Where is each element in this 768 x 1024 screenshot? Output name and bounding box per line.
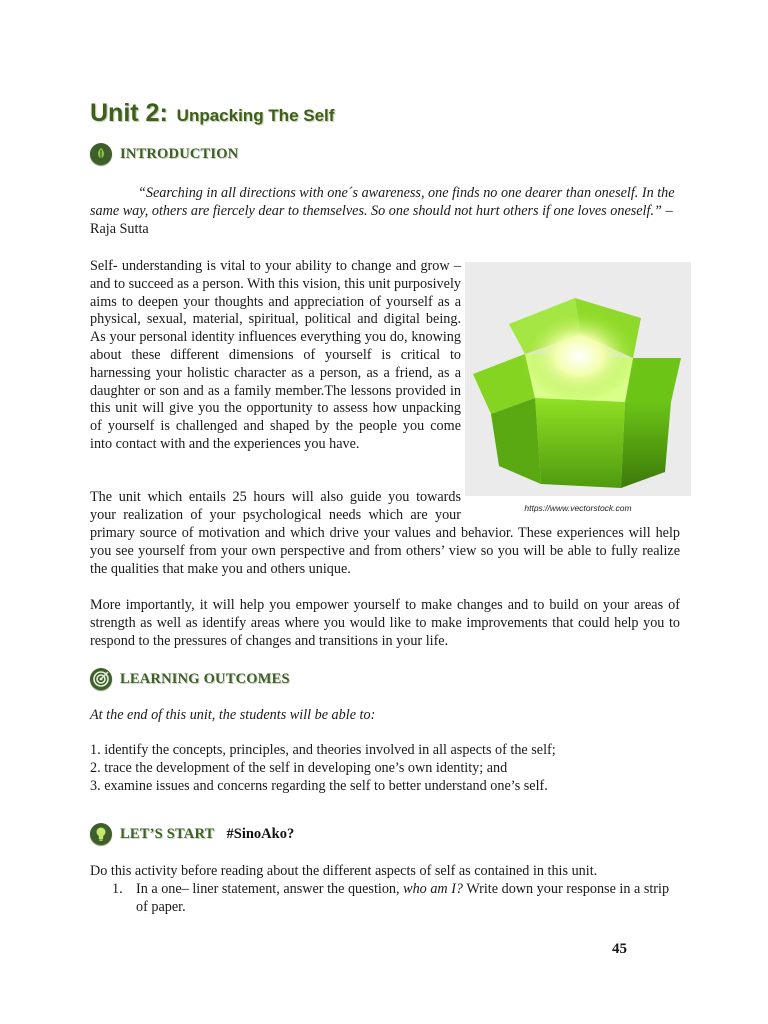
- activity-item-question: who am I?: [403, 881, 464, 897]
- quote-attribution: – Raja Sutta: [90, 202, 673, 237]
- target-icon: [90, 668, 112, 690]
- learning-outcomes-label: LEARNING OUTCOMES: [120, 670, 290, 687]
- paragraph-2-line-1: The unit which entails 25 hours will also guide you towards: [90, 489, 461, 505]
- open-box-image: [465, 262, 691, 496]
- intro-paragraph-1: Self- understanding is vital to your ability to change and grow – and to succeed as a person. With this vision, this unit purposively aims to deepen your thoughts and appreciation of yourself as a physical, sexual, material, spiritual, political and digital being. As your personal identity influences everything you do, knowing about these different dimensions of yourself is critical to harnessing your holistic character as a person, as a friend, as a daughter or son and as a family member.The lessons provided in this unit will give you the opportunity to assess how unpacking of yourself is challenged and shaped by the people you come into contact with and the experiences you have.: [90, 258, 461, 452]
- unit-label: Unit 2:: [90, 99, 168, 127]
- page-title: [90, 92, 334, 129]
- lets-start-heading: [90, 823, 294, 845]
- introduction-label: INTRODUCTION: [120, 145, 239, 162]
- leaf-icon: [90, 143, 112, 165]
- lightbulb-icon: [90, 823, 112, 845]
- opening-quote: [90, 185, 680, 238]
- activity-item-number: 1.: [112, 881, 123, 897]
- intro-paragraph-3: More importantly, it will help you empower yourself to make changes and to build on your areas of strength as well as identify areas where you would like to make improvements that could help you to respond to the pressures of changes and transitions in your life.: [90, 597, 680, 649]
- page-number: 45: [612, 941, 627, 957]
- introduction-heading: [90, 143, 238, 165]
- outcome-item-1: 1. identify the concepts, principles, and theories involved in all aspects of the self;: [90, 742, 556, 758]
- outcomes-list: [90, 742, 690, 795]
- lets-start-hashtag: #SinoAko?: [226, 825, 295, 842]
- unit-subtitle: Unpacking The Self: [176, 106, 335, 125]
- activity-item-1: [112, 881, 680, 917]
- outcome-item-3: 3. examine issues and concerns regarding the self to better understand one’s self.: [90, 777, 548, 794]
- activity-item-text-b: Write down your response in a strip of paper.: [136, 881, 670, 915]
- activity-item-text-a: In a one– liner statement, answer the question,: [136, 881, 404, 897]
- intro-paragraph-2-rest: primary source of motivation and which drive your values and behavior. These experiences will help you see yourself from your own perspective and from others’ view so you will be able to fully realize the qualities that make you and others unique.: [90, 525, 680, 577]
- quote-text: “Searching in all directions with one´s awareness, one finds no one dearer than oneself. In the same way, others are fiercely dear to themselves. So one should not hurt others if one loves oneself.”: [90, 185, 675, 219]
- intro-paragraph-2-lines: [90, 489, 461, 525]
- outcomes-lead: At the end of this unit, the students will be able to:: [90, 707, 376, 723]
- paragraph-2-line-2: your realization of your psychological needs which are your: [90, 506, 461, 523]
- learning-outcomes-heading: [90, 668, 290, 690]
- activity-intro: Do this activity before reading about the different aspects of self as contained in this unit.: [90, 863, 598, 879]
- activity-item-text: [136, 881, 680, 917]
- lets-start-label: LET’S START: [120, 825, 215, 842]
- image-caption: https://www.vectorstock.com: [524, 503, 632, 513]
- outcome-item-2: 2. trace the development of the self in developing one’s own identity; and: [90, 759, 508, 776]
